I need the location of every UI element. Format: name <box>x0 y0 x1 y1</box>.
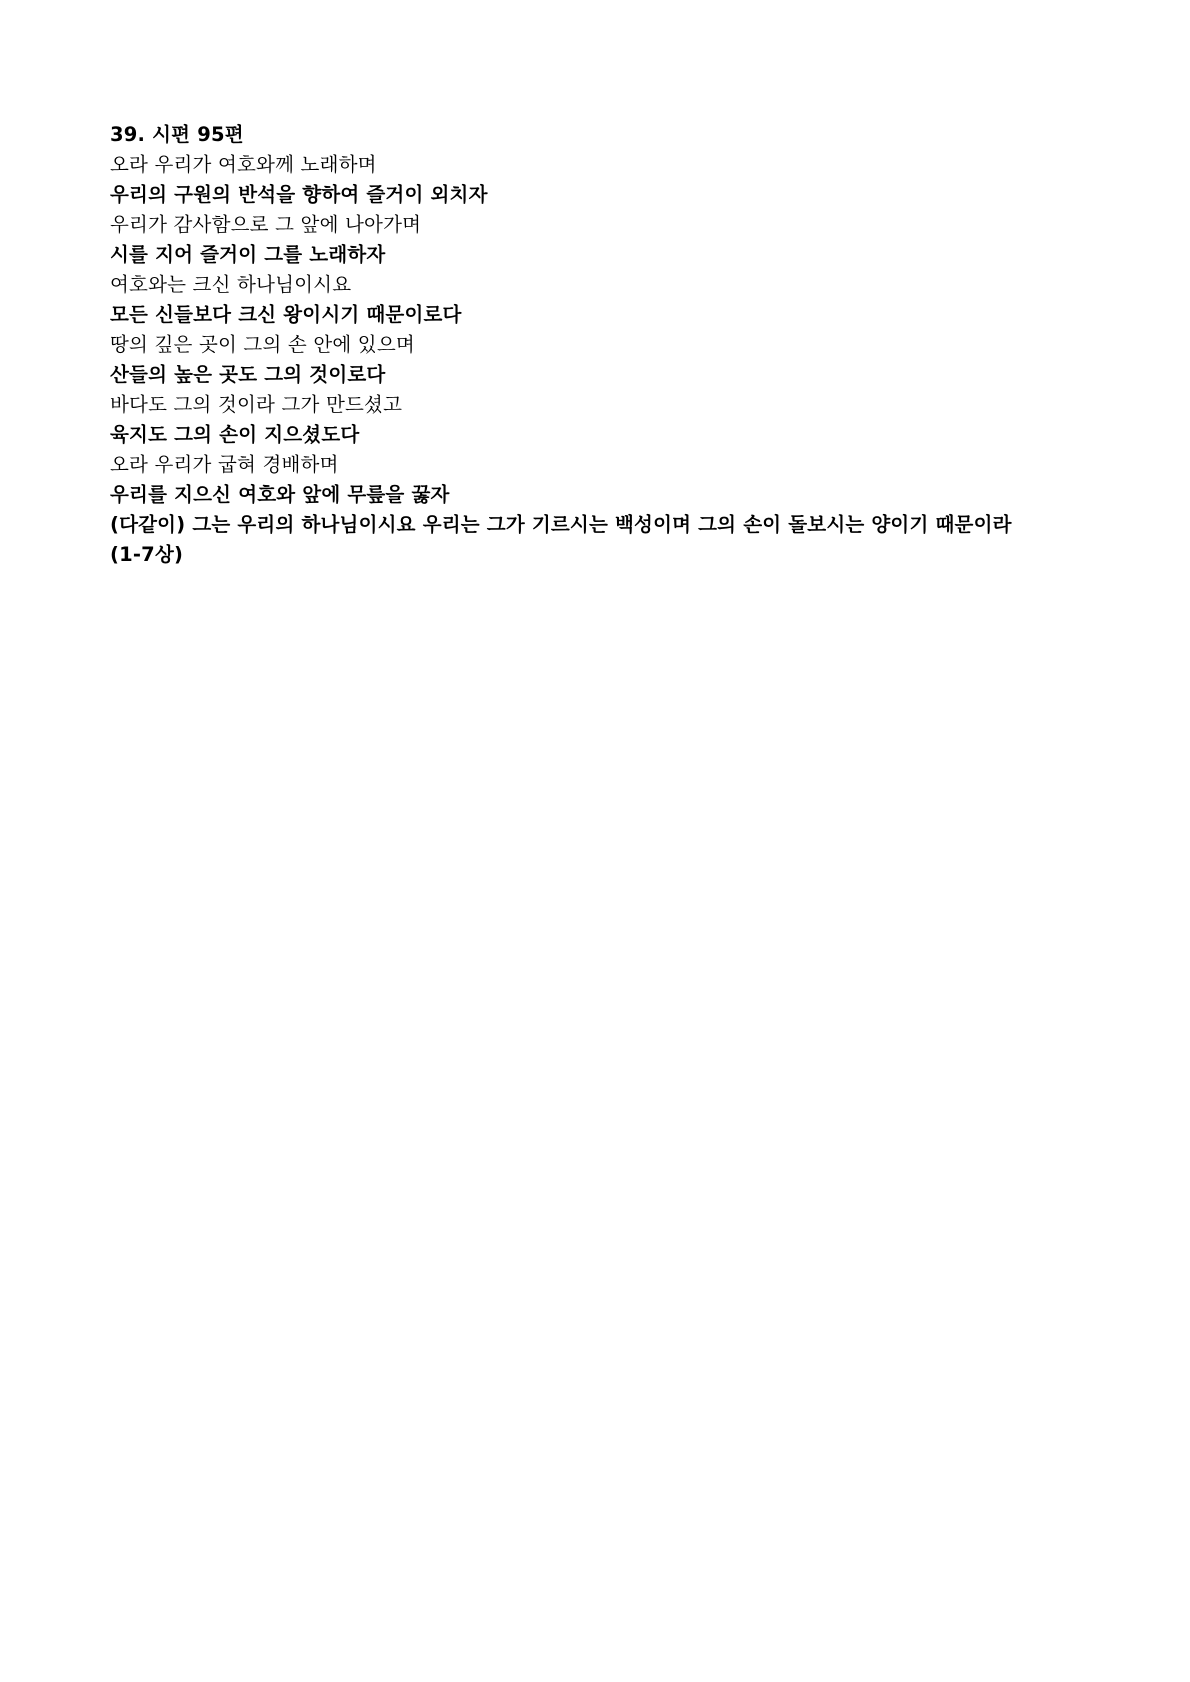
document-line: 우리가 감사함으로 그 앞에 나아가며 <box>110 213 422 236</box>
document-line: 땅의 깊은 곳이 그의 손 안에 있으며 <box>110 333 415 356</box>
document-line: (다같이) 그는 우리의 하나님이시요 우리는 그가 기르시는 백성이며 그의 손이 돌보시는 양이기 때문이라 <box>110 513 1012 536</box>
document-line: 모든 신들보다 크신 왕이시기 때문이로다 <box>110 303 462 326</box>
document-line: 오라 우리가 여호와께 노래하며 <box>110 153 377 176</box>
document-line: 우리를 지으신 여호와 앞에 무릎을 꿇자 <box>110 483 450 506</box>
document-line: 육지도 그의 손이 지으셨도다 <box>110 423 360 446</box>
document-line: 오라 우리가 굽혀 경배하며 <box>110 453 339 476</box>
document-heading: 39. 시편 95편 <box>110 123 244 146</box>
document-line: 여호와는 크신 하나님이시요 <box>110 273 352 296</box>
document-line: 우리의 구원의 반석을 향하여 즐거이 외치자 <box>110 183 488 206</box>
document-line: 바다도 그의 것이라 그가 만드셨고 <box>110 393 403 416</box>
document-line: 산들의 높은 곳도 그의 것이로다 <box>110 363 386 386</box>
document-line: 시를 지어 즐거이 그를 노래하자 <box>110 243 386 266</box>
document-text-body <box>110 120 1080 570</box>
document-line: (1-7상) <box>110 543 184 566</box>
